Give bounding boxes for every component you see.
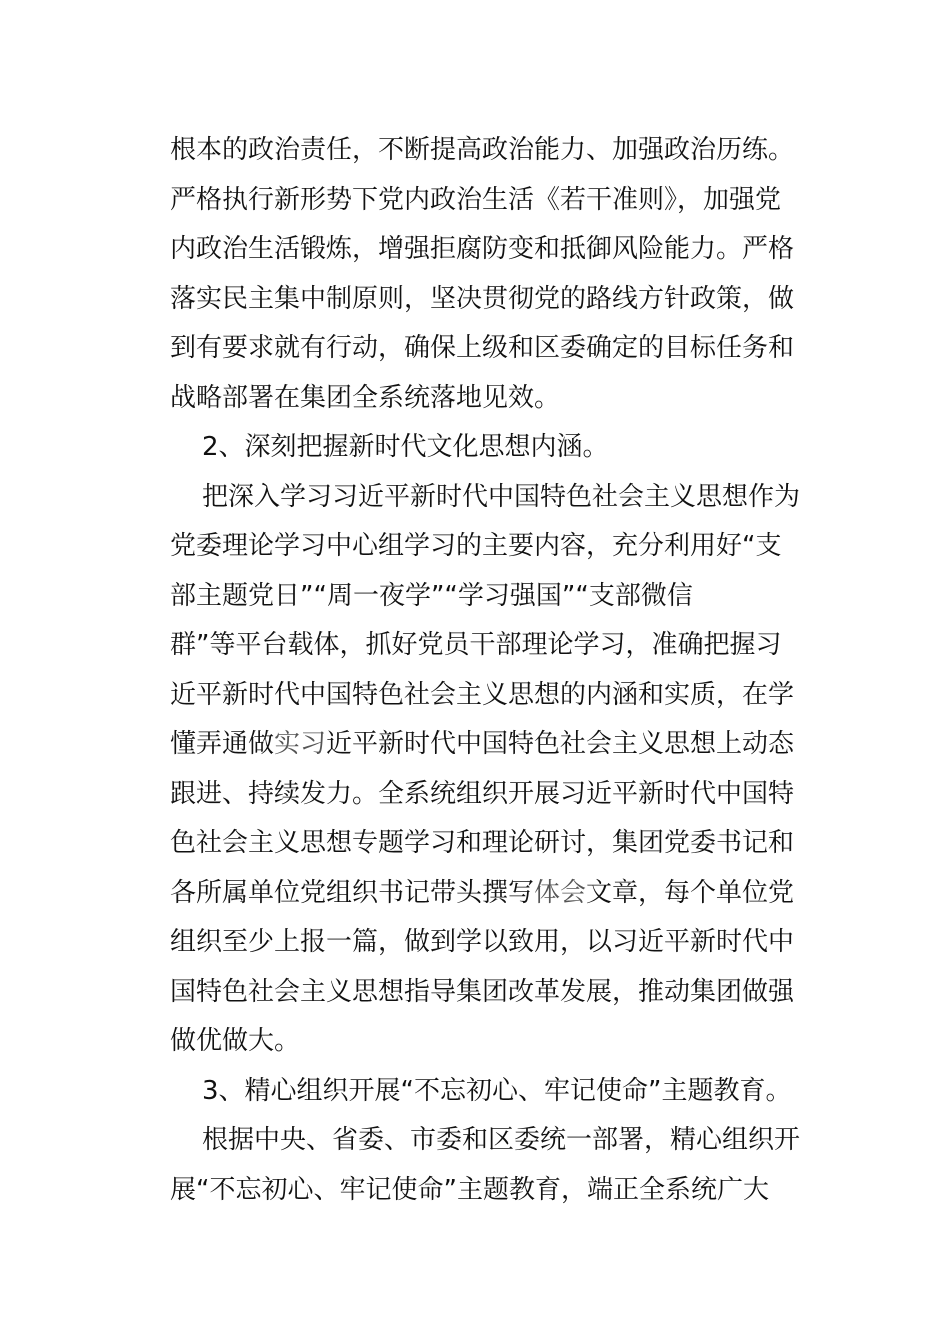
highlighted-text: 体会	[534, 877, 587, 908]
text-line: 跟进、持续发力。全系统组织开展习近平新时代中国特	[170, 778, 795, 809]
text-line	[170, 869, 810, 919]
text-line: 根本的政治责任，不断提高政治能力、加强政治历练。	[170, 135, 795, 165]
text-line: 党委理论学习中心组学习的主要内容，充分利用好“支	[170, 531, 782, 561]
text-line: 部主题党日”“周一夜学”“学习强国”“支部微信	[170, 580, 693, 611]
section-heading-3: 3、精心组织开展“不忘初心、牢记使命”主题教育。	[202, 1075, 792, 1106]
text-segment: 懂弄通做	[170, 729, 275, 759]
text-line: 组织至少上报一篇，做到学以致用，以习近平新时代中	[170, 927, 795, 957]
text-line: 严格执行新形势下党内政治生活《若干准则》，加强党	[170, 184, 782, 215]
section-heading-2: 2、深刻把握新时代文化思想内涵。	[202, 432, 609, 462]
text-segment: 近平新时代中国特色社会主义思想上动态	[326, 729, 795, 759]
document-body	[170, 126, 810, 1215]
highlighted-text: 实习	[274, 729, 327, 759]
text-line: 战略部署在集团全系统落地见效。	[170, 382, 561, 413]
text-line: 根据中央、省委、市委和区委统一部署，精心组织开	[202, 1125, 801, 1155]
text-line: 色社会主义思想专题学习和理论研讨，集团党委书记和	[170, 828, 795, 858]
text-segment: 各所属单位党组织书记带头撰写	[170, 877, 535, 908]
text-line: 国特色社会主义思想指导集团改革发展，推动集团做强	[170, 976, 795, 1007]
text-line: 近平新时代中国特色社会主义思想的内涵和实质，在学	[170, 679, 795, 710]
text-segment: 文章，每个单位党	[586, 877, 795, 908]
text-line: 内政治生活锻炼，增强拒腐防变和抵御风险能力。严格	[170, 234, 795, 264]
text-line: 到有要求就有行动，确保上级和区委确定的目标任务和	[170, 333, 795, 363]
text-line: 落实民主集中制原则，坚决贯彻党的路线方针政策，做	[170, 283, 795, 314]
text-line	[170, 720, 810, 770]
text-line: 群”等平台载体，抓好党员干部理论学习，准确把握习	[170, 630, 782, 660]
text-line: 做优做大。	[170, 1026, 301, 1056]
text-line: 把深入学习习近平新时代中国特色社会主义思想作为	[202, 481, 801, 512]
text-line: 展“不忘初心、牢记使命”主题教育，端正全系统广大	[170, 1174, 769, 1205]
